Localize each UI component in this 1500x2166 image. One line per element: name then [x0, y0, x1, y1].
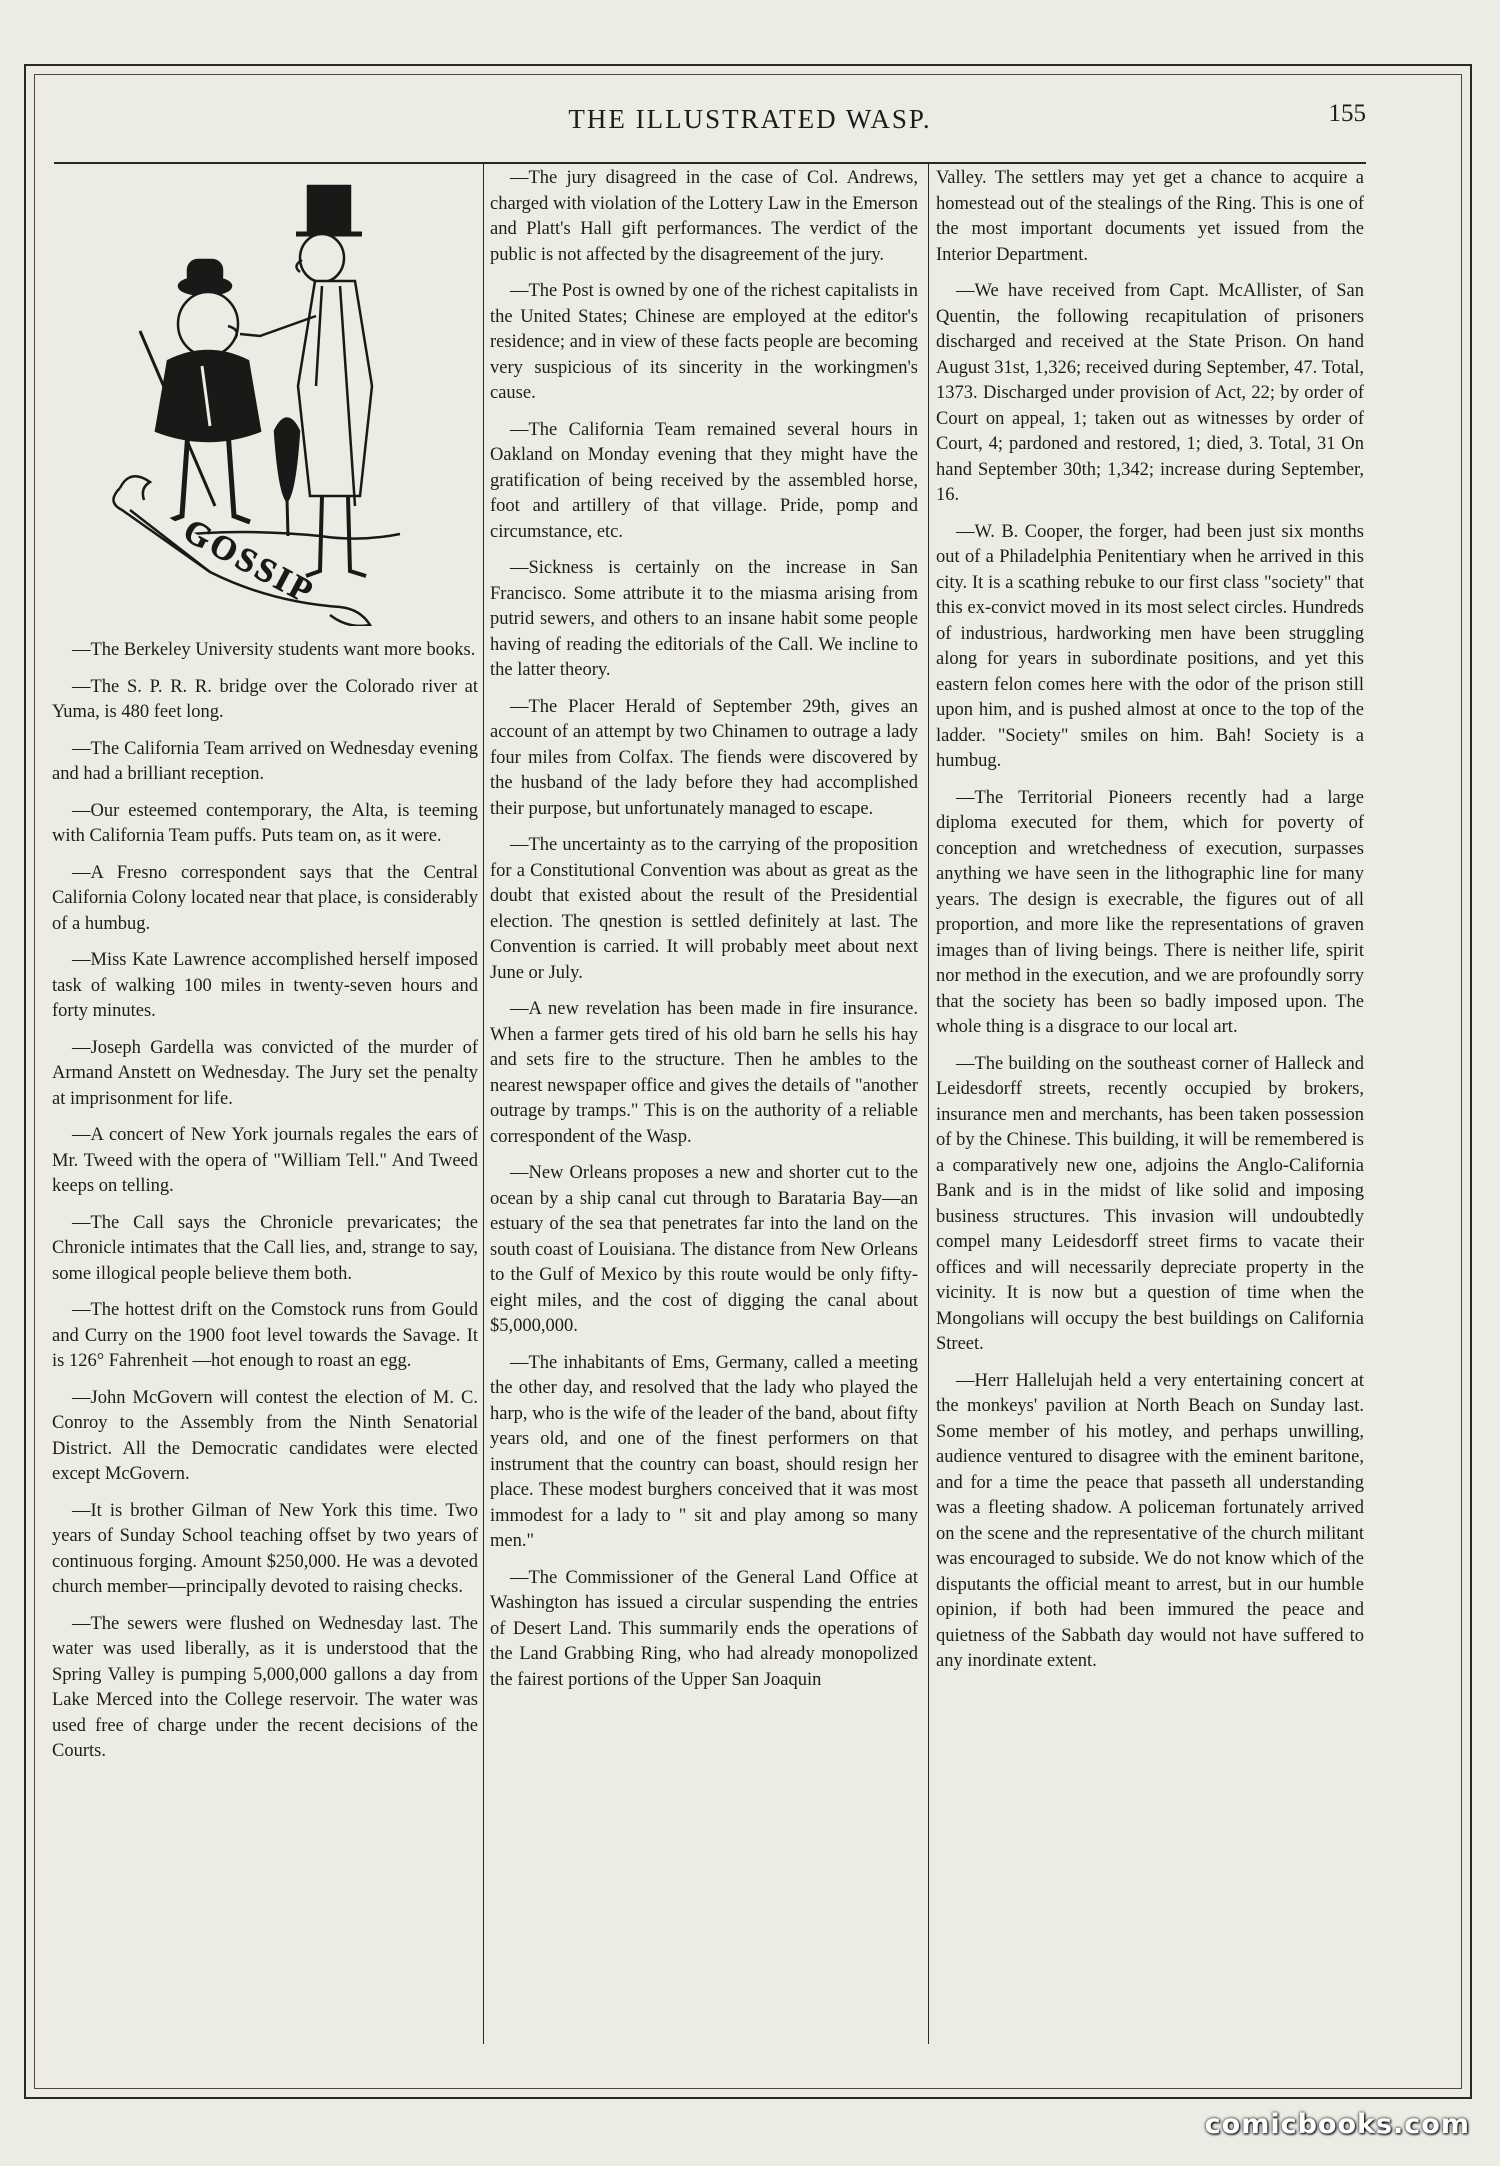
news-item: —The sewers were flushed on Wednesday last. The water was used liberally, as it is understood that the Spring Valley is pumping 5,000,000 gallons a day from Lake Merced into the College reservoir. The water was used free of charge under the recent decisions of the Courts.	[52, 1613, 478, 1761]
header-rule	[54, 162, 1366, 164]
news-item: —Herr Hallelujah held a very entertaining concert at the monkeys' pavilion at North Beach on Sunday last. Some member of his motley, and perhaps unwilling, audience ventured to disagree with the eminent baritone, and for a time the peace that passeth all understanding was a fleeting shadow. A policeman fortunately arrived on the scene and the representative of the church militant was encouraged to subside. We do not know which of the disputants the official meant to arrest, but in our humble opinion, if both had been immured the peace and quietness of the Sabbath day would not have suffered to any inordinate extent.	[936, 1370, 1364, 1671]
column-divider	[483, 164, 484, 2044]
column-left	[52, 638, 478, 2063]
news-item: —John McGovern will contest the election of M. C. Conroy to the Assembly from the Ninth Senatorial District. All the Democratic candidates were elected except McGovern.	[52, 1387, 478, 1484]
news-item: —The building on the southeast corner of Halleck and Leidesdorff streets, recently occupied by brokers, insurance men and merchants, has been taken possession of by the Chinese. This building, it will be remembered is a comparatively new one, adjoins the Anglo-California Bank and is in the midst of like solid and imposing business structures. This invasion will undoubtedly compel many Leidesdorff street firms to vacate their offices and will necessarily depreciate property in the vicinity. It is now but a question of time when the Mongolians will occupy the best buildings on California Street.	[936, 1053, 1364, 1354]
watermark: comicbooks.com	[1204, 2109, 1470, 2140]
news-item: —We have received from Capt. McAllister, of San Quentin, the following recapitulation of prisoners discharged and received at the State Prison. On hand August 31st, 1,326; received during September, 47. Total, 1373. Discharged under provision of Act, 22; by order of Court on appeal, 1; taken out as witnesses by order of Court, 4; pardoned and restored, 1; died, 3. Total, 31 On hand September 30th; 1,342; increase during September, 16.	[936, 281, 1364, 505]
news-item: —The inhabitants of Ems, Germany, called a meeting the other day, and resolved that the lady who played the harp, who is the wife of the leader of the band, about fifty years old, and one of the finest performers on that instrument that the country can boast, should resign her place. These modest burghers conceived that it was most immodest for a lady to " sit and play among so many men."	[490, 1352, 918, 1551]
news-item: —Our esteemed contemporary, the Alta, is teeming with California Team puffs. Puts team on, as it were.	[52, 800, 478, 846]
news-item: —The jury disagreed in the case of Col. Andrews, charged with violation of the Lottery Law in the Emerson and Platt's Hall gift performances. The verdict of the public is not affected by the disagreement of the jury.	[490, 168, 918, 265]
column-right	[936, 166, 1364, 2061]
news-item: Valley. The settlers may yet get a chance to acquire a homestead out of the stealings of the Ring. This is one of the most important documents yet issued from the Interior Department.	[936, 168, 1364, 265]
news-item: —W. B. Cooper, the forger, had been just six months out of a Philadelphia Penitentiary when he arrived in this city. It is a scathing rebuke to our first class "society" that this ex-convict moved in its most select circles. Hundreds of industrious, hardworking men have been struggling along for years in subordinate positions, and yet this eastern felon comes here with the odor of the prison still upon him, and is pushed almost at once to the top of the ladder. "Society" smiles on him. Bah! Society is a humbug.	[936, 521, 1364, 771]
news-item: —The Call says the Chronicle prevaricates; the Chronicle intimates that the Call lies, and, strange to say, some illogical people believe them both.	[52, 1212, 478, 1284]
news-item: —It is brother Gilman of New York this time. Two years of Sunday School teaching offset by two years of continuous forging. Amount $250,000. He was a devoted church member—principally devoted to raising checks.	[52, 1500, 478, 1597]
news-item: —The Commissioner of the General Land Office at Washington has issued a circular suspending the entries of Desert Land. This summarily ends the operations of the Land Grabbing Ring, who had already monopolized the fairest portions of the Upper San Joaquin	[490, 1567, 918, 1690]
news-item: —A concert of New York journals regales the ears of Mr. Tweed with the opera of "William Tell." And Tweed keeps on telling.	[52, 1125, 478, 1196]
news-item: —A new revelation has been made in fire insurance. When a farmer gets tired of his old barn he sells his hay and sets fire to the structure. Then he ambles to the nearest newspaper office and gives the details of "another outrage by tramps." This is on the authority of a reliable correspondent of the Wasp.	[490, 999, 918, 1147]
news-item: —The uncertainty as to the carrying of the proposition for a Constitutional Convention was about as great as the doubt that existed about the result of the Presidential election. The qnestion is settled definitely at last. The Convention is carried. It will probably meet about next June or July.	[490, 835, 918, 983]
news-item: —A Fresno correspondent says that the Central California Colony located near that place, is considerably of a humbug.	[52, 862, 478, 934]
news-item: —Miss Kate Lawrence accomplished herself imposed task of walking 100 miles in twenty-seven hours and forty minutes.	[52, 950, 478, 1021]
news-item: —The California Team remained several hours in Oakland on Monday evening that they might have the gratification of being received by the assembled horse, foot and artillery of that village. Pride, pomp and circumstance, etc.	[490, 419, 918, 542]
news-item: —Sickness is certainly on the increase in San Francisco. Some attribute it to the miasma arising from putrid sewers, and others to an insane habit some people having of reading the editorials of the Call. We incline to the latter theory.	[490, 558, 918, 680]
page-title: THE ILLUSTRATED WASP.	[568, 104, 932, 134]
news-item: —The Placer Herald of September 29th, gives an account of an attempt by two Chinamen to outrage a lady four miles from Colfax. The fiends were discovered by the husband of the lady before they had accomplished their purpose, but unfortunately managed to escape.	[490, 696, 918, 819]
column-divider	[928, 164, 929, 2044]
news-item: —The hottest drift on the Comstock runs from Gould and Curry on the 1900 foot level towards the Savage. It is 126° Fahrenheit —hot enough to roast an egg.	[52, 1300, 478, 1371]
news-item: —Joseph Gardella was convicted of the murder of Armand Anstett on Wednesday. The Jury set the penalty at imprisonment for life.	[52, 1037, 478, 1109]
news-item: —The Territorial Pioneers recently had a large diploma executed for them, which for poverty of conception and wretchedness of execution, surpasses anything we have seen in the lithographic line for many years. The design is execrable, the figures out of all proportion, and more like the representations of graven images than of living beings. There is neither life, spirit nor method in the execution, and we are profoundly sorry that the society has been so badly imposed upon. The whole thing is a disgrace to our local art.	[936, 787, 1364, 1037]
page-number: 155	[1328, 100, 1366, 127]
news-item: —The Post is owned by one of the richest capitalists in the United States; Chinese are employed at the editor's residence; and in view of these facts people are becoming very suspicious of its sincerity in the workingmen's cause.	[490, 281, 918, 403]
column-middle	[490, 166, 918, 2061]
gossip-banner-text: GOSSIP	[177, 512, 321, 612]
news-item: —New Orleans proposes a new and shorter cut to the ocean by a ship canal cut through to Barataria Bay—an estuary of the sea that penetrates far into the land on the south coast of Louisiana. The distance from New Orleans to the Gulf of Mexico by this route would be only fifty-eight miles, and the cost of digging the canal about $5,000,000.	[490, 1163, 918, 1336]
news-item: —The Berkeley University students want more books.	[72, 640, 476, 660]
gossip-illustration	[110, 176, 440, 626]
news-item: —The S. P. R. R. bridge over the Colorado river at Yuma, is 480 feet long.	[52, 676, 478, 722]
news-item: —The California Team arrived on Wednesday evening and had a brilliant reception.	[52, 738, 478, 784]
